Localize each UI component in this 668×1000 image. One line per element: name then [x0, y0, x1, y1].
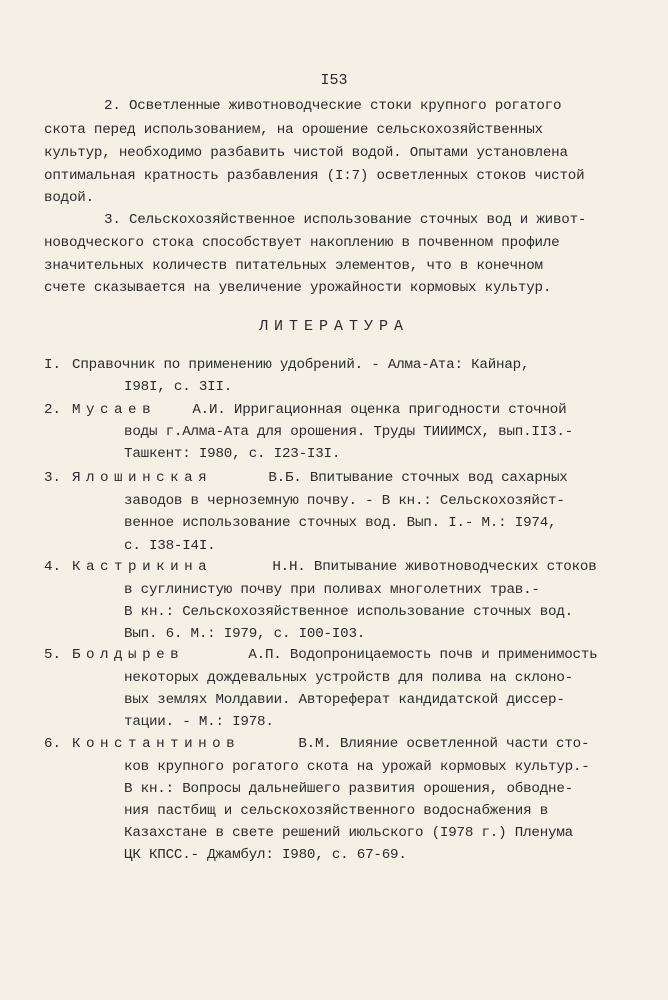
reference-number: 4. — [44, 559, 62, 575]
text-line: 3. Сельскохозяйственное использование сточных вод и живот- — [104, 212, 587, 228]
reference-number: 2. — [44, 402, 62, 418]
reference-line: В.М. Влияние осветленной части сто- — [290, 736, 590, 752]
reference-line: вых землях Молдавии. Автореферат кандидатской диссер- — [124, 692, 565, 708]
reference-line: тации. - М.: I978. — [124, 714, 274, 730]
reference-author: Мусаев — [72, 402, 157, 418]
reference-line: Ташкент: I980, с. I23-I3I. — [124, 446, 341, 462]
reference-line: А.И. Ирригационная оценка пригодности сточной — [184, 402, 567, 418]
reference-line: Казахстане в свете решений июльского (I978 г.) Пленума — [124, 825, 573, 841]
reference-line: В кн.: Вопросы дальнейшего развития орошения, обводне- — [124, 781, 573, 797]
reference-line: в суглинистую почву при поливах многолетних трав.- — [124, 582, 540, 598]
text-line: новодческого стока способствует накоплению в почвенном профиле — [44, 235, 560, 251]
reference-author: Болдырев — [72, 647, 185, 663]
reference-line: Вып. 6. М.: I979, с. I00-I03. — [124, 626, 366, 642]
reference-line: Н.Н. Впитывание животноводческих стоков — [264, 559, 597, 575]
text-line: культур, необходимо разбавить чистой водой. Опытами установлена — [44, 145, 568, 161]
text-line: значительных количеств питательных элементов, что в конечном — [44, 258, 543, 274]
reference-line: ния пастбищ и сельскохозяйственного водоснабжения в — [124, 803, 549, 819]
reference-line: В.Б. Впитывание сточных вод сахарных — [260, 470, 568, 486]
text-line: оптимальная кратность разбавления (I:7) осветленных стоков чистой — [44, 168, 585, 184]
reference-line: воды г.Алма-Ата для орошения. Труды ТИИИМСХ, вып.II3.- — [124, 424, 573, 440]
reference-line: ков крупного рогатого скота на урожай кормовых культур.- — [124, 759, 590, 775]
reference-author: Константинов — [72, 736, 241, 752]
reference-author: Ялошинская — [72, 470, 213, 486]
references-heading: ЛИТЕРАТУРА — [258, 318, 409, 335]
reference-line: заводов в черноземную почву. - В кн.: Сельскохозяйст- — [124, 493, 565, 509]
reference-number: 6. — [44, 736, 62, 752]
reference-number: 5. — [44, 647, 62, 663]
text-line: счете сказывается на увеличение урожайности кормовых культур. — [44, 280, 552, 296]
text-line: водой. — [44, 190, 94, 206]
page-number: I53 — [320, 72, 348, 89]
reference-line: венное использование сточных вод. Вып. I.- М.: I974, — [124, 515, 557, 531]
text-line: скота перед использованием, на орошение сельскохозяйственных — [44, 122, 543, 138]
reference-line: некоторых дождевальных устройств для полива на склоно- — [124, 670, 573, 686]
reference-author: Кастрикина — [72, 559, 213, 575]
reference-line: ЦК КПСС.- Джамбул: I980, с. 67-69. — [124, 847, 407, 863]
reference-line: В кн.: Сельскохозяйственное использование сточных вод. — [124, 604, 573, 620]
reference-line: Справочник по применению удобрений. - Алма-Ата: Кайнар, — [72, 357, 530, 373]
reference-line: А.П. Водопроницаемость почв и применимость — [240, 647, 598, 663]
text-line: 2. Осветленные животноводческие стоки крупного рогатого — [104, 98, 562, 114]
reference-number: 3. — [44, 470, 62, 486]
reference-number: I. — [44, 357, 62, 373]
reference-line: I98I, с. 3II. — [124, 379, 233, 395]
reference-line: с. I38-I4I. — [124, 538, 216, 554]
